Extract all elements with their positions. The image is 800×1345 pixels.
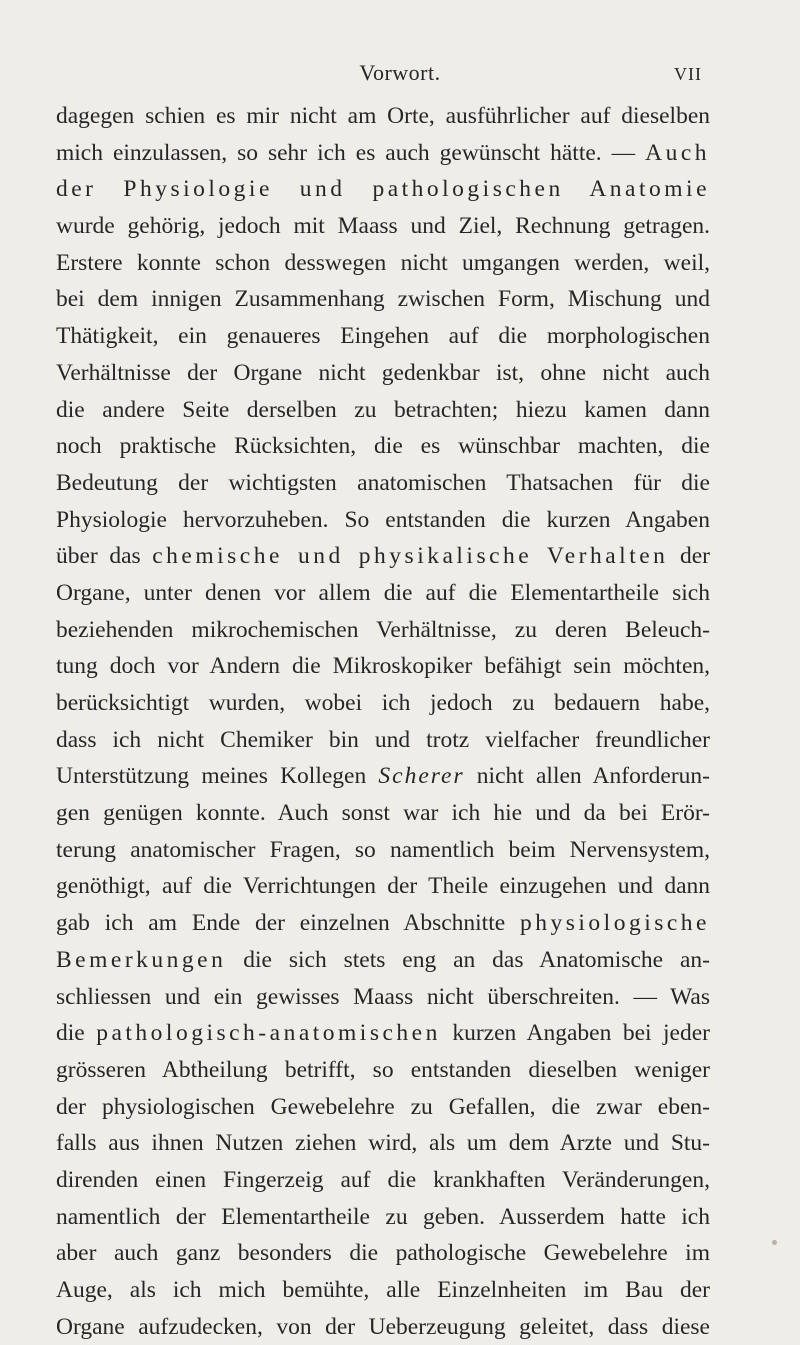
- text-run: genöthigt, auf die Verrichtungen der Theile einzugehen und dann: [56, 873, 710, 900]
- text-line: [56, 318, 710, 355]
- text-line: [56, 135, 710, 172]
- text-run: Unterstützung meines Kollegen: [56, 763, 379, 790]
- text-line: [56, 502, 710, 539]
- text-run: über das: [56, 543, 153, 570]
- text-run: bei dem innigen Zusammenhang zwischen Form, Mischung und: [56, 286, 710, 313]
- text-run: wurde gehörig, jedoch mit Maass und Ziel, Rechnung getragen.: [56, 213, 710, 240]
- text-run: grösseren Abtheilung betrifft, so entstanden dieselben weniger: [56, 1056, 710, 1083]
- text-line: [56, 171, 710, 208]
- text-line: [56, 1309, 710, 1345]
- text-line: [56, 722, 710, 759]
- text-run: berücksichtigt wurden, wobei ich jedoch zu bedauern habe,: [56, 690, 710, 716]
- text-run: die andere Seite derselben zu betrachten; hiezu kamen dann: [56, 396, 710, 423]
- text-run: dagegen schien es mir nicht am Orte, ausführlicher auf dieselben: [56, 103, 710, 129]
- text-line: [56, 1052, 710, 1089]
- text-run: falls aus ihnen Nutzen ziehen wird, als um dem Arzte und Stu-: [56, 1130, 710, 1157]
- text-line: [56, 1089, 710, 1126]
- text-line: [56, 612, 710, 649]
- text-line: [56, 685, 710, 722]
- text-run: direnden einen Fingerzeig auf die krankhaften Veränderungen,: [56, 1166, 710, 1193]
- text-run: die: [56, 1020, 97, 1047]
- page-number: VII: [674, 64, 702, 84]
- text-line: [56, 905, 710, 942]
- text-line: [56, 575, 710, 612]
- spaced-emphasis: pathologisch-anatomischen: [96, 1020, 441, 1047]
- text-run: die sich stets eng an das Anatomische an-: [226, 946, 710, 973]
- text-line: [56, 208, 710, 245]
- text-line: [56, 648, 710, 685]
- text-run: Thätigkeit, ein genaueres Eingehen auf die morphologischen: [56, 323, 710, 350]
- text-run: der: [668, 543, 710, 570]
- text-line: [56, 868, 710, 905]
- text-line: [56, 1125, 710, 1162]
- body-text: [56, 98, 710, 1345]
- text-run: beziehenden mikrochemischen Verhältnisse, zu deren Beleuch-: [56, 616, 710, 643]
- text-run: Verhältnisse der Organe nicht gedenkbar ist, ohne nicht auch: [56, 359, 710, 386]
- text-run: nicht allen Anforderun-: [464, 763, 710, 790]
- running-head: Vorwort.: [359, 60, 441, 85]
- text-run: dass ich nicht Chemiker bin und trotz vielfacher freundlicher: [56, 726, 710, 753]
- text-line: [56, 281, 710, 318]
- spaced-emphasis: Bemerkungen: [56, 946, 227, 973]
- text-run: schliessen und ein gewisses Maass nicht überschreiten. — Was: [56, 983, 710, 1010]
- spaced-emphasis: chemische und physikalische Verhalten: [152, 543, 669, 570]
- text-line: [56, 795, 710, 832]
- text-run: der physiologischen Gewebelehre zu Gefallen, die zwar eben-: [56, 1093, 710, 1120]
- text-run: aber auch ganz besonders die pathologische Gewebelehre im: [56, 1240, 710, 1267]
- text-line: [56, 832, 710, 869]
- text-run: noch praktische Rücksichten, die es wünschbar machten, die: [56, 433, 710, 460]
- italic-name: Scherer: [378, 763, 465, 790]
- text-line: [56, 758, 710, 795]
- text-run: gab ich am Ende der einzelnen Abschnitte: [56, 910, 520, 937]
- text-line: [56, 1015, 710, 1052]
- text-line: [56, 942, 710, 979]
- text-line: [56, 1235, 710, 1272]
- text-line: [56, 98, 710, 135]
- text-line: [56, 392, 710, 429]
- text-run: Bedeutung der wichtigsten anatomischen Thatsachen für die: [56, 469, 710, 496]
- text-line: [56, 428, 710, 465]
- paper-speck: [772, 1240, 777, 1245]
- text-run: Auge, als ich mich bemühte, alle Einzelnheiten im Bau der: [56, 1277, 710, 1303]
- text-run: gen genügen konnte. Auch sonst war ich hie und da bei Erör-: [56, 800, 710, 827]
- text-run: Organe, unter denen vor allem die auf die Elementartheile sich: [56, 579, 710, 606]
- text-run: namentlich der Elementartheile zu geben. Ausserdem hatte ich: [56, 1203, 710, 1230]
- text-run: tung doch vor Andern die Mikroskopiker befähigt sein möchten,: [56, 653, 710, 680]
- spaced-emphasis: der Physiologie und pathologischen Anatomie: [56, 176, 710, 203]
- text-line: [56, 1162, 710, 1199]
- text-line: [56, 245, 710, 282]
- text-run: kurzen Angaben bei jeder: [440, 1020, 710, 1047]
- text-line: [56, 1199, 710, 1236]
- text-line: [56, 538, 710, 575]
- text-run: Organe aufzudecken, von der Ueberzeugung geleitet, dass diese: [56, 1313, 710, 1340]
- spaced-emphasis: Auch: [645, 139, 710, 166]
- text-run: mich einzulassen, so sehr ich es auch gewünscht hätte. —: [56, 139, 646, 166]
- text-line: [56, 1272, 710, 1309]
- text-run: Erstere konnte schon desswegen nicht umgangen werden, weil,: [56, 249, 710, 276]
- text-line: [56, 465, 710, 502]
- text-run: terung anatomischer Fragen, so namentlich beim Nervensystem,: [56, 836, 710, 863]
- page-header: [0, 60, 800, 88]
- text-line: [56, 979, 710, 1016]
- spaced-emphasis: physiologische: [520, 910, 710, 937]
- text-run: Physiologie hervorzuheben. So entstanden die kurzen Angaben: [56, 506, 710, 533]
- text-line: [56, 355, 710, 392]
